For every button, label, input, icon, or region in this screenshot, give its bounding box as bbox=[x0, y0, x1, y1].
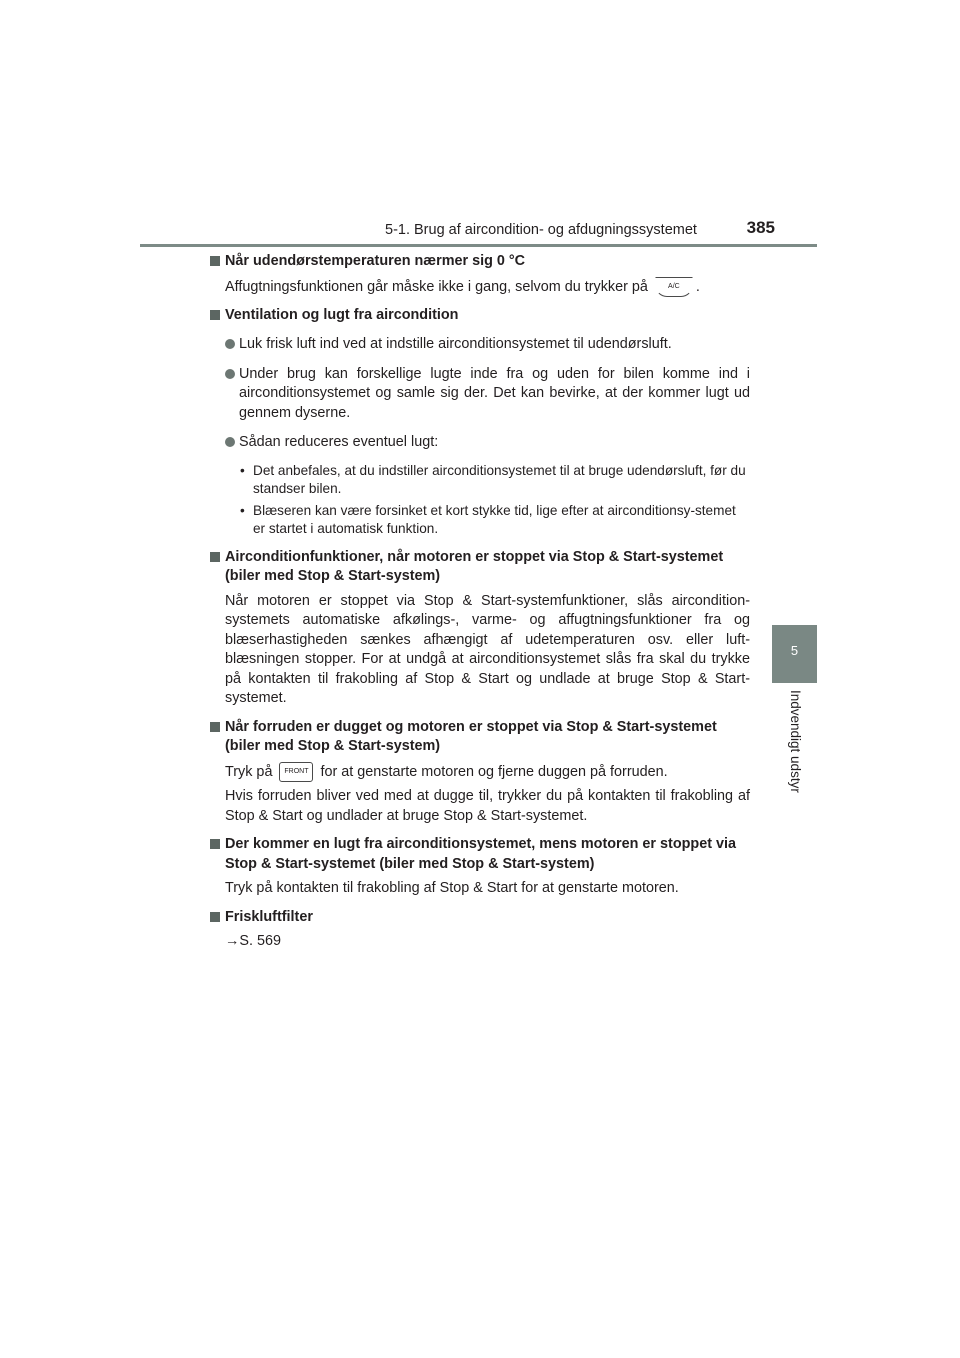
bullet-item: Sådan reduceres eventuel lugt: bbox=[210, 433, 750, 453]
section-heading: Når udendørstemperaturen nærmer sig 0 °C bbox=[210, 252, 750, 272]
ac-button-icon: A/C bbox=[655, 277, 693, 297]
chapter-title: 5-1. Brug af aircondition- og afdugningssystemet bbox=[385, 222, 697, 238]
section-heading: Når forruden er dugget og motoren er stoppet via Stop & Start-systemet (biler med Stop & Start-system) bbox=[210, 718, 750, 757]
section-heading: Airconditionfunktioner, når motoren er stoppet via Stop & Start-systemet (biler med Stop & Start-system) bbox=[210, 548, 750, 587]
page-reference: →S. 569 bbox=[225, 933, 281, 950]
chapter-tab-number: 5 bbox=[790, 643, 799, 658]
section-heading: Der kommer en lugt fra airconditionsystemet, mens motoren er stoppet via Stop & Start-systemet (biler med Stop & Start-system) bbox=[210, 835, 750, 874]
section-heading: Friskluftfilter bbox=[210, 908, 750, 928]
bullet-item: Luk frisk luft ind ved at indstille airconditionsystemet til udendørsluft. bbox=[210, 335, 750, 355]
page-content bbox=[210, 252, 750, 952]
section-paragraph: Tryk på FRONT for at genstarte motoren og fjerne duggen på forruden. bbox=[210, 762, 750, 782]
section-paragraph: Affugtningsfunktionen går måske ikke i gang, selvom du trykker på A/C . bbox=[210, 277, 750, 297]
section-paragraph: Tryk på kontakten til frakobling af Stop & Start for at genstarte motoren. bbox=[225, 880, 679, 897]
section-heading: Ventilation og lugt fra aircondition bbox=[210, 306, 750, 326]
front-defroster-button-icon: FRONT bbox=[279, 762, 313, 782]
bullet-item: Under brug kan forskellige lugte inde fra og uden for bilen komme ind i airconditionsystemet og samle sig der. Det kan bevirke, at der kommer lugt ud gennem dyserne. bbox=[210, 365, 750, 424]
section-paragraph: Hvis forruden bliver ved med at dugge til, trykker du på kontakten til frakobling af Stop & Start og undlader at bruge Stop & Start-systemet. bbox=[225, 788, 750, 824]
section-paragraph: Når motoren er stoppet via Stop & Start-systemfunktioner, slås aircondition-systemets automatiske afkølings-, varme- og affugtningsfunktioner fra og blæserhastigheden sænkes afhængigt af udetemperaturen osv. eller luft-blæsningen stopper. For at undgå at airconditionsystemet slås fra skal du trykke på kontakten til frakobling af Stop & Start og undlade at bruge Stop & Start-systemet. bbox=[225, 592, 750, 707]
page-number: 385 bbox=[746, 218, 775, 237]
sub-bullet-item: • Det anbefales, at du indstiller airconditionsystemet til at bruge udendørsluft, før du standser bilen. bbox=[210, 462, 750, 499]
chapter-tab bbox=[772, 625, 817, 683]
header-divider bbox=[140, 244, 817, 247]
chapter-tab-label: Indvendigt udstyr bbox=[788, 690, 803, 793]
sub-bullet-item: • Blæseren kan være forsinket et kort stykke tid, lige efter at airconditionsy-stemet er startet i automatisk funktion. bbox=[210, 502, 750, 539]
